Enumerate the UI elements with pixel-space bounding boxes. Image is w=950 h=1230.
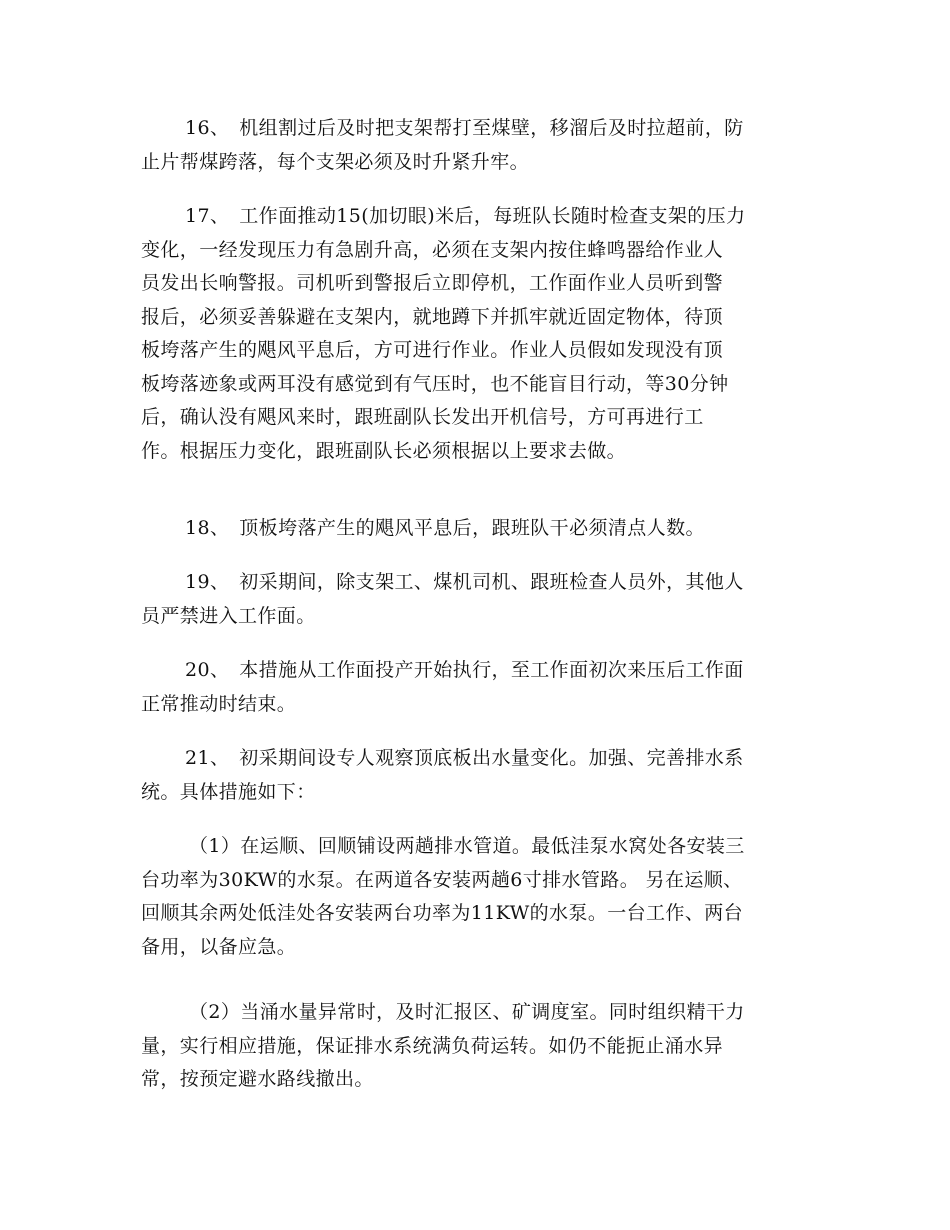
text-line: 员严禁进入工作面。 <box>141 604 316 627</box>
text-line: 常，按预定避水路线撤出。 <box>141 1068 374 1090</box>
text-line: 正常推动时结束。 <box>141 692 297 715</box>
text-line: 统。具体措施如下： <box>141 780 316 803</box>
text-line: 19、 初采期间，除支架工、煤机司机、跟班检查人员外，其他人 <box>185 571 744 593</box>
text-line: 18、 顶板垮落产生的飓风平息后，跟班队干必须清点人数。 <box>185 517 705 539</box>
text-line: （2）当涌水量异常时，及时汇报区、矿调度室。同时组织精干力 <box>189 1001 745 1023</box>
text-line: 台功率为30KW的水泵。在两道各安装两趟6寸排水管路。 另在运顺、 <box>141 868 743 891</box>
text-line: 板垮落产生的飓风平息后，方可进行作业。作业人员假如发现没有顶 <box>141 339 724 361</box>
item-21 <box>141 742 811 809</box>
text-line: 回顺其余两处低洼处各安装两台功率为11KW的水泵。一台工作、两台 <box>141 902 744 924</box>
item-16 <box>141 112 811 179</box>
text-line: 17、 工作面推动15(加切眼)米后，每班队长随时检查支架的压力 <box>185 205 746 227</box>
item-19 <box>141 566 811 633</box>
item-18 <box>141 512 811 546</box>
item-20 <box>141 654 811 721</box>
text-line: 板垮落迹象或两耳没有感觉到有气压时，也不能盲目行动，等30分钟 <box>141 372 729 395</box>
text-line: 作。根据压力变化，跟班副队长必须根据以上要求去做。 <box>141 439 627 462</box>
text-line: 21、 初采期间设专人观察顶底板出水量变化。加强、完善排水系 <box>185 747 744 769</box>
text-line: 备用，以备应急。 <box>141 935 297 958</box>
text-line: 20、 本措施从工作面投产开始执行，至工作面初次来压后工作面 <box>185 659 744 681</box>
text-line: 止片帮煤跨落，每个支架必须及时升紧升牢。 <box>141 150 530 173</box>
text-line: 员发出长响警报。司机听到警报后立即停机，工作面作业人员听到警 <box>141 272 724 294</box>
text-line: 量，实行相应措施，保证排水系统满负荷运转。如仍不能扼止涌水异 <box>141 1034 724 1057</box>
text-line: 后，确认没有飓风来时，跟班副队长发出开机信号，方可再进行工 <box>141 406 704 428</box>
item-17 <box>141 200 811 468</box>
sub-item-1 <box>141 830 811 964</box>
text-line: 报后，必须妥善躲避在支架内，就地蹲下并抓牢就近固定物体，待顶 <box>141 305 724 328</box>
text-line: 变化，一经发现压力有急剧升高，必须在支架内按住蜂鸣器给作业人 <box>141 238 724 261</box>
text-line: 16、 机组割过后及时把支架帮打至煤壁，移溜后及时拉超前，防 <box>185 117 744 139</box>
sub-item-2 <box>141 996 811 1097</box>
text-line: （1）在运顺、回顺铺设两趟排水管道。最低洼泵水窝处各安装三 <box>189 835 745 857</box>
